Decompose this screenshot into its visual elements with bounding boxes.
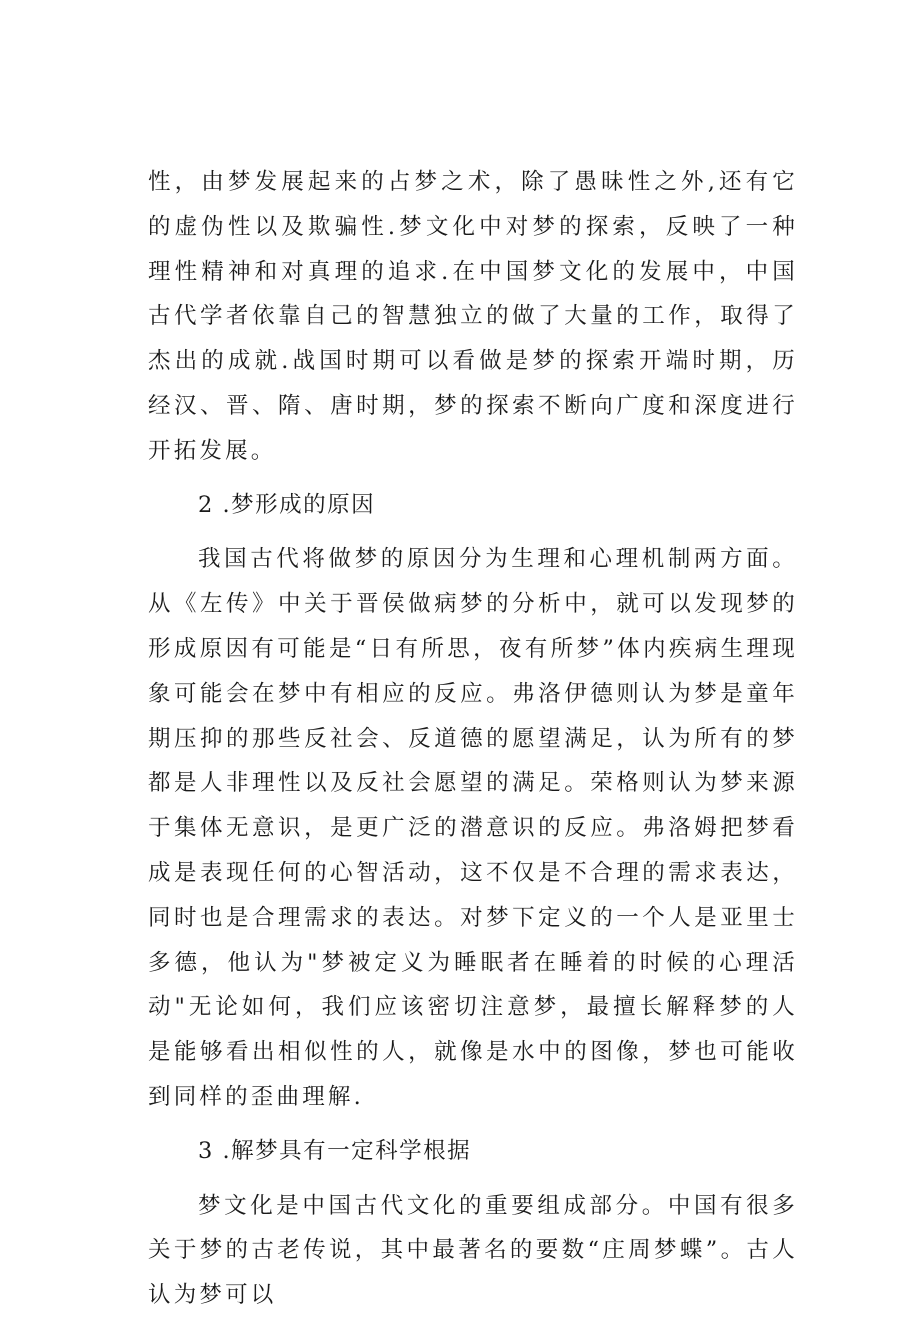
continued-paragraph: 性，由梦发展起来的占梦之术，除了愚昧性之外,还有它的虚伪性以及欺骗性.梦文化中对梦的探索，反映了一种理性精神和对真理的追求.在中国梦文化的发展中，中国古代学者依靠自己的智慧独立的做了大量的工作，取得了杰出的成就.战国时期可以看做是梦的探索开端时期，历经汉、晋、隋、唐时期，梦的探索不断向广度和深度进行开拓发展。 [148,169,798,464]
section-2-paragraph: 我国古代将做梦的原因分为生理和心理机制两方面。从《左传》中关于晋侯做病梦的分析中，就可以发现梦的形成原因有可能是“日有所思，夜有所梦”体内疾病生理现象可能会在梦中有相应的反应。弗洛伊德则认为梦是童年期压抑的那些反社会、反道德的愿望满足，认为所有的梦都是人非理性以及反社会愿望的满足。荣格则认为梦来源于集体无意识，是更广泛的潜意识的反应。弗洛姆把梦看成是表现任何的心智活动，这不仅是不合理的需求表达，同时也是合理需求的表达。对梦下定义的一个人是亚里士多德，他认为"梦被定义为睡眠者在睡着的时候的心理活动"无论如何，我们应该密切注意梦，最擅长解释梦的人是能够看出相似性的人，就像是水中的图像，梦也可能收到同样的歪曲理解. [148,546,798,1110]
section-heading-2: 2 .梦形成的原因 [198,492,376,519]
document-body [148,160,798,1327]
section-heading-3: 3 .解梦具有一定科学根据 [198,1138,472,1165]
section-3-paragraph: 梦文化是中国古代文化的重要组成部分。中国有很多关于梦的古老传说，其中最著名的要数“庄周梦蝶”。古人认为梦可以 [148,1192,798,1309]
